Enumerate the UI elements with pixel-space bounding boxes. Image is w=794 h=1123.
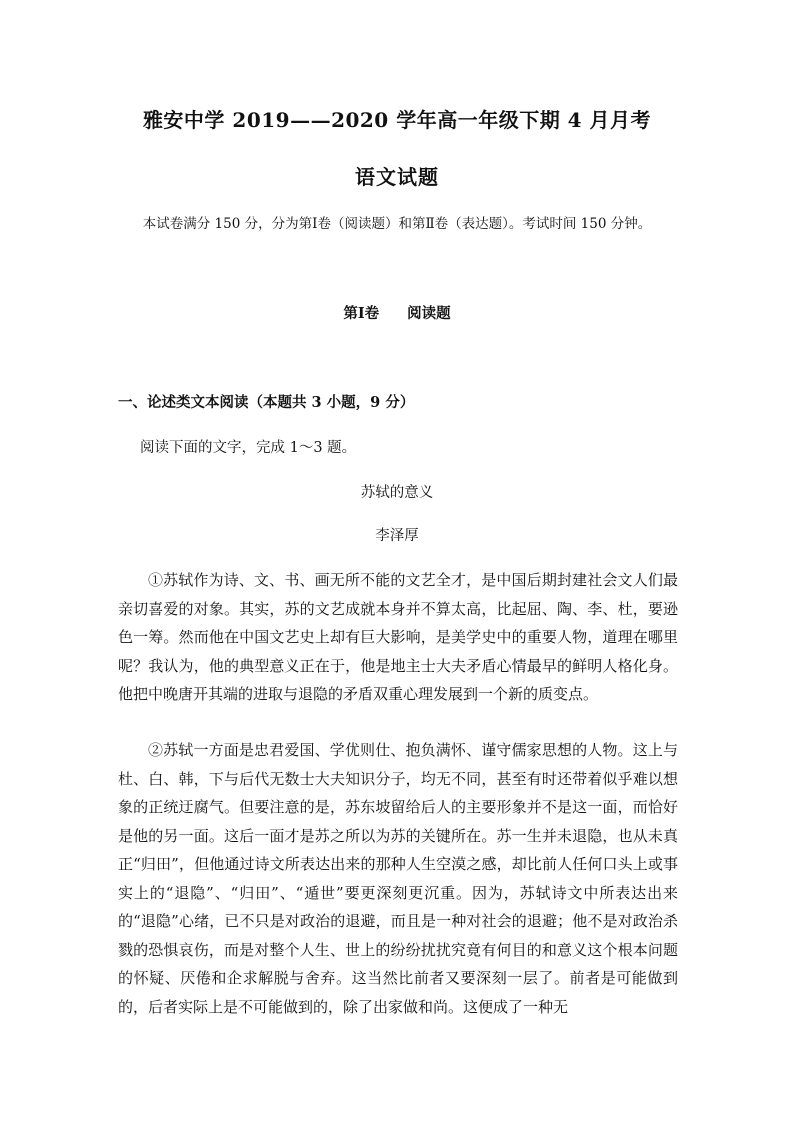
exam-subtitle: 语文试题 (355, 165, 439, 189)
passage-title: 苏轼的意义 (360, 485, 434, 501)
section-instruction: 阅读下面的文字，完成 1～3 题。 (140, 440, 357, 456)
exam-title: 雅安中学 2019——2020 学年高一年级下期 4 月月考 (142, 108, 652, 132)
volume-name: 阅读题 (407, 305, 451, 322)
section-heading: 一、论述类文本阅读（本题共 3 小题，9 分） (118, 394, 415, 411)
volume-heading (0, 302, 794, 323)
exam-intro: 本试卷满分 150 分，分为第Ⅰ卷（阅读题）和第Ⅱ卷（表达题）。考试时间 150 分钟。 (142, 216, 652, 232)
passage-paragraph-2: ②苏轼一方面是忠君爱国、学优则仕、抱负满怀、谨守儒家思想的人物。这上与杜、白、韩，下与后代无数士大夫知识分子，均无不同，甚至有时还带着似乎难以想象的正统迂腐气。但要注意的是，苏东坡留给后人的主要形象并不是这一面，而恰好是他的另一面。这后一面才是苏之所以为苏的关键所在。苏一生并未退隐，也从未真正“归田”，但他通过诗文所表达出来的那种人生空漠之感，却比前人任何口头上或事实上的“退隐”、“归田”、“遁世”要更深刻更沉重。因为，苏轼诗文中所表达出来的“退隐”心绪，已不只是对政治的退避，而且是一种对社会的退避；他不是对政治杀戮的恐惧哀伤，而是对整个人生、世上的纷纷扰扰究竟有何目的和意义这个根本问题的怀疑、厌倦和企求解脱与舍弃。这当然比前者又要深刻一层了。前者是可能做到的，后者实际上是不可能做到的，除了出家做和尚。这便成了一种无 (118, 741, 678, 1016)
passage-author: 李泽厚 (375, 528, 419, 544)
volume-label: 第Ⅰ卷 (343, 305, 380, 322)
passage-paragraph-1: ①苏轼作为诗、文、书、画无所不能的文艺全才，是中国后期封建社会文人们最亲切喜爱的对象。其实，苏的文艺成就本身并不算太高，比起屈、陶、李、杜，要逊色一筹。然而他在中国文艺史上却有巨大影响，是美学史中的重要人物，道理在哪里呢？我认为，他的典型意义正在于，他是地主士大夫矛盾心情最早的鲜明人格化身。他把中晚唐开其端的进取与退隐的矛盾双重心理发展到一个新的质变点。 (118, 571, 678, 703)
